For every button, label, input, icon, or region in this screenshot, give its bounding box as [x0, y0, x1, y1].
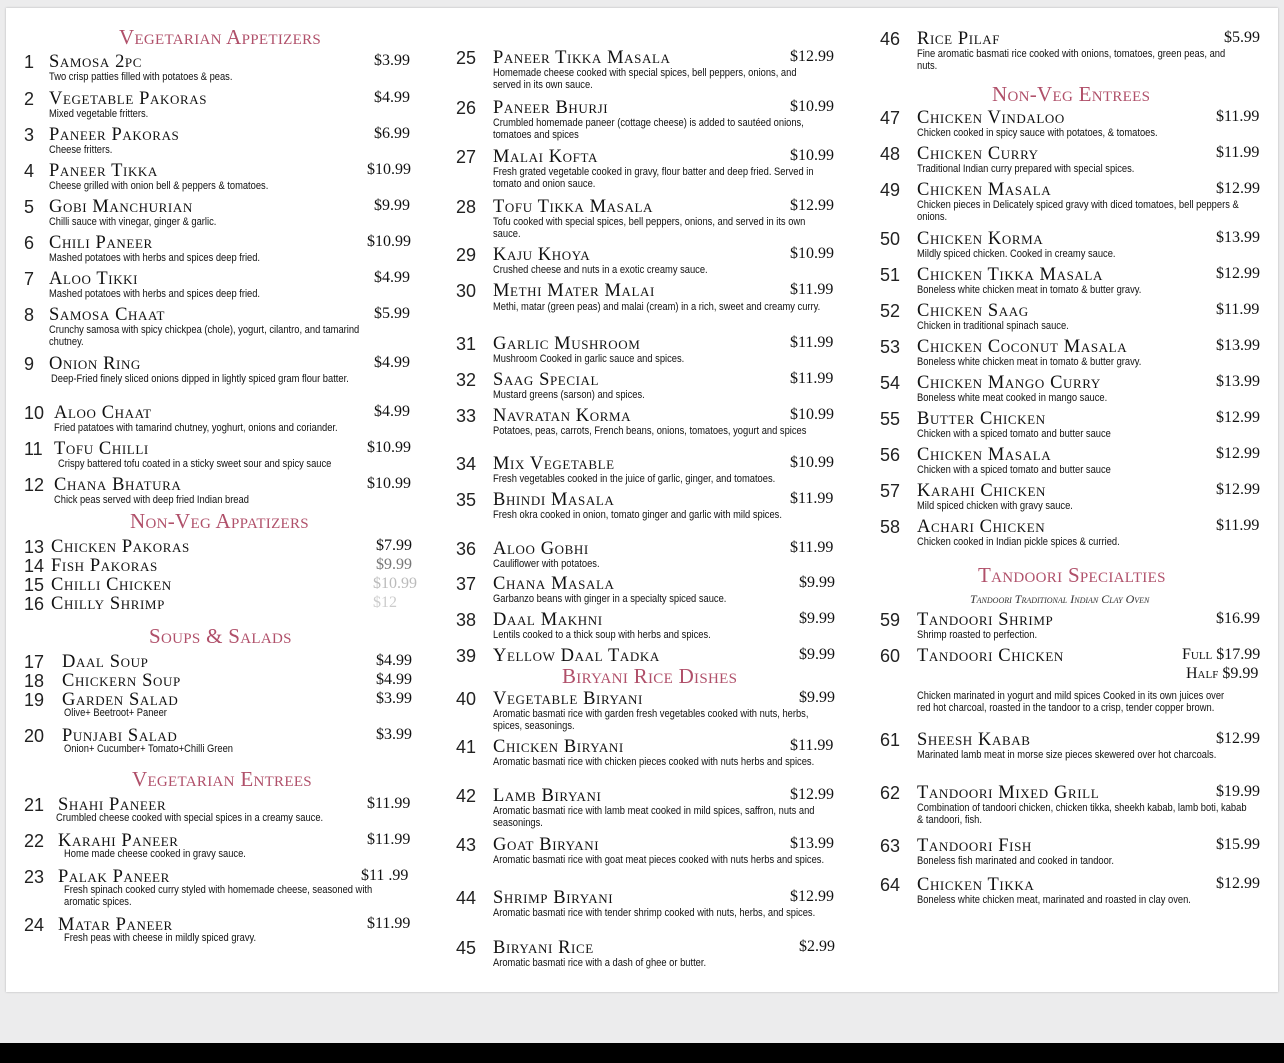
item-name: Rice Pilaf: [917, 29, 1001, 49]
item-description: Cheese fritters.: [49, 144, 113, 156]
item-description: Mildly spiced chicken. Cooked in creamy sauce.: [917, 248, 1116, 260]
item-price: $10.99: [367, 475, 411, 492]
item-description: Marinated lamb meat in morse size pieces skewered over hot charcoals.: [917, 749, 1217, 761]
item-number: 42: [456, 786, 477, 806]
item-number: 27: [456, 147, 477, 167]
item-name: Paneer Bhurji: [493, 98, 609, 118]
item-name: Punjabi Salad: [62, 726, 178, 746]
item-name: Chana Bhatura: [54, 475, 182, 495]
item-number: 49: [880, 180, 901, 200]
item-name: Daal Soup: [62, 652, 149, 672]
item-price: $11.99: [790, 490, 834, 507]
item-price: $10.99: [367, 233, 411, 250]
item-name: Paneer Tikka Masala: [493, 48, 671, 68]
item-number: 48: [880, 144, 901, 164]
item-name: Vegetable Pakoras: [49, 89, 208, 109]
item-description: Crushed cheese and nuts in a exotic creamy sauce.: [493, 264, 708, 276]
item-price: $10.99: [790, 454, 834, 471]
item-number: 38: [456, 610, 477, 630]
item-number: 47: [880, 108, 901, 128]
item-number: 12: [24, 475, 45, 495]
item-price: $11.99: [790, 539, 834, 556]
item-name: Methi Mater Malai: [493, 281, 655, 301]
item-number: 56: [880, 445, 901, 465]
section-heading-vegetarian-entrees: Vegetarian Entrees: [132, 767, 312, 791]
item-price: $10.99: [790, 147, 834, 164]
item-number: 39: [456, 646, 477, 666]
item-name: Karahi Chicken: [917, 481, 1046, 501]
item-name: Tofu Tikka Masala: [493, 197, 654, 217]
item-name: Chilli Chicken: [51, 575, 172, 595]
item-description: Boneless white meat cooked in mango sauce.: [917, 392, 1108, 404]
item-name: Gobi Manchurian: [49, 197, 193, 217]
item-number: 6: [24, 233, 35, 253]
item-name: Chana Masala: [493, 574, 615, 594]
item-description: Crispy battered tofu coated in a sticky sweet sour and spicy sauce: [58, 458, 332, 470]
item-price: $12.99: [1216, 180, 1260, 197]
item-price: $13.99: [790, 835, 834, 852]
item-name: Chicken Masala: [917, 180, 1052, 200]
item-description: Crunchy samosa with spicy chickpea (chole), yogurt, cilantro, and tamarind chutney.: [49, 324, 360, 348]
item-name: Chicken Mango Curry: [917, 373, 1101, 393]
menu-sheet: [6, 8, 1278, 992]
item-price: $10.99: [367, 161, 411, 178]
item-name: Goat Biryani: [493, 835, 600, 855]
item-name: Navratan Korma: [493, 406, 632, 426]
item-description: Fresh spinach cooked curry styled with homemade cheese, seasoned with aromatic spices.: [64, 884, 373, 908]
item-name: Shahi Paneer: [58, 795, 167, 815]
item-price: $12.99: [1216, 409, 1260, 426]
item-name: Samosa 2pc: [49, 52, 143, 72]
item-name: Samosa Chaat: [49, 305, 166, 325]
item-price: $4.99: [374, 354, 410, 371]
item-name: Chickern Soup: [62, 671, 181, 691]
item-number: 34: [456, 454, 477, 474]
item-description: Cheese grilled with onion bell & peppers & tomatoes.: [49, 180, 269, 192]
item-description: Fresh okra cooked in onion, tomato ginger and garlic with mild spices.: [493, 509, 782, 521]
item-price: $12.99: [1216, 481, 1260, 498]
item-name: Lamb Biryani: [493, 786, 602, 806]
item-description: Chick peas served with deep fried Indian bread: [54, 494, 249, 506]
item-number: 63: [880, 836, 901, 856]
item-price: $4.99: [374, 269, 410, 286]
item-number: 22: [24, 831, 45, 851]
item-number: 61: [880, 730, 901, 750]
item-name: Tandoori Mixed Grill: [917, 783, 1100, 803]
item-price: $11.99: [367, 795, 411, 812]
item-price: $12.99: [790, 888, 834, 905]
item-name: Chicken Masala: [917, 445, 1052, 465]
item-name: Matar Paneer: [58, 915, 173, 935]
item-description: Fresh vegetables cooked in the juice of garlic, ginger, and tomatoes.: [493, 473, 776, 485]
item-number: 44: [456, 888, 477, 908]
section-heading-non-veg-appatizers: Non-Veg Appatizers: [130, 509, 309, 533]
item-description: Boneless fish marinated and cooked in tandoor.: [917, 855, 1115, 867]
item-name: Butter Chicken: [917, 409, 1046, 429]
item-price: $11.99: [1216, 108, 1260, 125]
item-number: 28: [456, 197, 477, 217]
item-number: 11: [24, 439, 43, 459]
item-number: 10: [24, 403, 45, 423]
item-name: Chili Paneer: [49, 233, 153, 253]
item-description: Aromatic basmati rice with a dash of ghee or butter.: [493, 957, 707, 969]
item-price: $11.99: [790, 334, 834, 351]
item-number: 9: [24, 354, 35, 374]
item-number: 3: [24, 125, 35, 145]
item-number: 30: [456, 281, 477, 301]
item-price: $13.99: [1216, 337, 1260, 354]
item-price: $4.99: [374, 403, 410, 420]
item-price: $10.99: [790, 245, 834, 262]
item-description: Chicken cooked in Indian pickle spices & curried.: [917, 536, 1120, 548]
item-name: Achari Chicken: [917, 517, 1046, 537]
item-number: 41: [456, 737, 477, 757]
item-number: 19: [24, 690, 45, 710]
item-price: $3.99: [376, 690, 412, 707]
item-description: Fine aromatic basmati rice cooked with onions, tomatoes, green peas, and nuts.: [917, 48, 1226, 72]
item-price: $12.99: [790, 197, 834, 214]
item-number: 53: [880, 337, 901, 357]
item-number: 60: [880, 646, 901, 666]
item-number: 17: [24, 652, 45, 672]
item-description: Mashed potatoes with herbs and spices deep fried.: [49, 252, 261, 264]
item-number: 8: [24, 305, 35, 325]
section-subheading-clay-oven: Tandoori Traditional Indian Clay Oven: [970, 592, 1150, 606]
section-heading-tandoori-specialties: Tandoori Specialties: [978, 563, 1166, 587]
item-price: $3.99: [374, 52, 410, 69]
item-price: $12.99: [1216, 445, 1260, 462]
item-name: Chicken Saag: [917, 301, 1029, 321]
item-name: Garlic Mushroom: [493, 334, 641, 354]
section-heading-vegetarian-appetizers: Vegetarian Appetizers: [119, 25, 322, 49]
item-price: $11.99: [367, 831, 411, 848]
item-description: Fresh grated vegetable cooked in gravy, flour batter and deep fried. Served in tomato and onion sauce.: [493, 166, 814, 190]
item-number: 52: [880, 301, 901, 321]
item-number: 32: [456, 370, 477, 390]
item-description: Home made cheese cooked in gravy sauce.: [64, 848, 246, 860]
item-name: Garden Salad: [62, 690, 179, 710]
item-price: $11.99: [367, 915, 411, 932]
item-number: 64: [880, 875, 901, 895]
item-number: 36: [456, 539, 477, 559]
item-description: Fresh peas with cheese in mildly spiced gravy.: [64, 932, 257, 944]
item-number: 45: [456, 938, 477, 958]
item-description: Crumbled cheese cooked with special spices in a creamy sauce.: [56, 812, 324, 824]
item-description: Chicken with a spiced tomato and butter sauce: [917, 464, 1111, 476]
item-name: Chicken Tikka Masala: [917, 265, 1103, 285]
section-heading-biryani-rice-dishes: Biryani Rice Dishes: [562, 664, 738, 688]
item-description: Combination of tandoori chicken, chicken tikka, sheekh kabab, lamb boti, kabab & tandoori, fish.: [917, 802, 1247, 826]
item-description: Garbanzo beans with ginger in a specialty spiced sauce.: [493, 593, 727, 605]
item-name: Vegetable Biryani: [493, 689, 643, 709]
item-name: Kaju Khoya: [493, 245, 591, 265]
item-description: Mixed vegetable fritters.: [49, 108, 149, 120]
item-number: 31: [456, 334, 477, 354]
item-description: Aromatic basmati rice with lamb meat cooked in mild spices, saffron, nuts and seasonings.: [493, 805, 815, 829]
item-name: Fish Pakoras: [51, 556, 158, 576]
item-description: Onion+ Cucumber+ Tomato+Chilli Green: [64, 743, 234, 755]
item-name: Paneer Tikka: [49, 161, 158, 181]
item-number: 35: [456, 490, 477, 510]
item-name: Chicken Korma: [917, 229, 1044, 249]
item-name: Chicken Pakoras: [51, 537, 190, 557]
item-name: Bhindi Masala: [493, 490, 615, 510]
item-name: Shrimp Biryani: [493, 888, 614, 908]
item-price: $10.99: [367, 439, 411, 456]
item-description: Lentils cooked to a thick soup with herbs and spices.: [493, 629, 711, 641]
item-description: Homemade cheese cooked with special spices, bell peppers, onions, and served in its own sauce.: [493, 67, 797, 91]
item-number: 13: [24, 537, 45, 557]
item-description: Chicken marinated in yogurt and mild spices Cooked in its own juices over red hot charcoal, roasted in the tandoor to a crisp, tender copper brown.: [917, 690, 1225, 714]
item-price: $5.99: [374, 305, 410, 322]
item-price: $11.99: [790, 737, 834, 754]
item-price: $9.99: [376, 556, 412, 573]
item-name: Chicken Vindaloo: [917, 108, 1065, 128]
item-name: Onion Ring: [49, 354, 141, 374]
item-number: 5: [24, 197, 35, 217]
item-name: Karahi Paneer: [58, 831, 179, 851]
item-price: $9.99: [799, 646, 835, 663]
item-description: Chilli sauce with vinegar, ginger & garlic.: [49, 216, 217, 228]
item-price: $12.99: [790, 48, 834, 65]
item-name: Aloo Chaat: [54, 403, 152, 423]
item-description: Chicken cooked in spicy sauce with potatoes, & tomatoes.: [917, 127, 1158, 139]
item-name: Chicken Biryani: [493, 737, 624, 757]
item-name: Biryani Rice: [493, 938, 594, 958]
item-price: $10.99: [790, 98, 834, 115]
item-number: 46: [880, 29, 901, 49]
item-number: 14: [24, 556, 45, 576]
item-description: Mashed potatoes with herbs and spices deep fried.: [49, 288, 261, 300]
item-price: $19.99: [1216, 783, 1260, 800]
item-number: 43: [456, 835, 477, 855]
item-description: Cauliflower with potatoes.: [493, 558, 600, 570]
item-name: Palak Paneer: [58, 867, 170, 887]
item-description: Potatoes, peas, carrots, French beans, onions, tomatoes, yogurt and spices: [493, 425, 807, 437]
item-description: Boneless white chicken meat in tomato & butter gravy.: [917, 284, 1142, 296]
item-name: Tandoori Chicken: [917, 646, 1064, 666]
item-description: Mild spiced chicken with gravy sauce.: [917, 500, 1073, 512]
item-number: 21: [24, 795, 45, 815]
item-price: $16.99: [1216, 610, 1260, 627]
item-number: 7: [24, 269, 35, 289]
item-number: 25: [456, 48, 477, 68]
item-number: 18: [24, 671, 45, 691]
item-description: Aromatic basmati rice with goat meat pieces cooked with nuts herbs and spices.: [493, 854, 825, 866]
item-description: Mustard greens (sarson) and spices.: [493, 389, 645, 401]
item-name: Tandoori Shrimp: [917, 610, 1054, 630]
item-price: $11 .99: [361, 867, 409, 884]
item-price: $13.99: [1216, 373, 1260, 390]
item-price: $9.99: [799, 610, 835, 627]
item-number: 58: [880, 517, 901, 537]
item-description: Fried patatoes with tamarind chutney, yoghurt, onions and coriander.: [54, 422, 338, 434]
item-description: Aromatic basmati rice with tender shrimp cooked with nuts, herbs, and spices.: [493, 907, 816, 919]
item-price: $11.99: [790, 370, 834, 387]
item-price-full: Full $17.99: [1182, 646, 1261, 663]
item-price: $12.99: [1216, 265, 1260, 282]
item-description: Mushroom Cooked in garlic sauce and spices.: [493, 353, 685, 365]
item-description: Methi, matar (green peas) and malai (cream) in a rich, sweet and creamy curry.: [493, 301, 821, 313]
item-name: Paneer Pakoras: [49, 125, 180, 145]
item-price-half: Half $9.99: [1186, 665, 1259, 682]
item-number: 62: [880, 783, 901, 803]
item-price: $4.99: [376, 671, 412, 688]
item-number: 55: [880, 409, 901, 429]
item-price: $11.99: [790, 281, 834, 298]
item-number: 51: [880, 265, 901, 285]
item-description: Olive+ Beetroot+ Paneer: [64, 707, 167, 719]
bottom-black-bar: [0, 1043, 1284, 1063]
item-name: Daal Makhni: [493, 610, 603, 630]
item-price: $15.99: [1216, 836, 1260, 853]
item-number: 29: [456, 245, 477, 265]
item-number: 1: [24, 52, 35, 72]
item-name: Chicken Coconut Masala: [917, 337, 1128, 357]
item-number: 15: [24, 575, 45, 595]
item-description: Boneless white chicken meat in tomato & butter gravy.: [917, 356, 1142, 368]
item-number: 59: [880, 610, 901, 630]
item-name: Tofu Chilli: [54, 439, 149, 459]
item-name: Saag Special: [493, 370, 600, 390]
item-description: Chicken with a spiced tomato and butter sauce: [917, 428, 1111, 440]
item-price: $7.99: [376, 537, 412, 554]
item-price: $4.99: [374, 89, 410, 106]
item-price: $9.99: [799, 574, 835, 591]
item-description: Deep-Fried finely sliced onions dipped in lightly spiced gram flour batter.: [51, 373, 349, 385]
item-name: Chilly Shrimp: [51, 594, 165, 614]
item-number: 33: [456, 406, 477, 426]
item-price: $3.99: [376, 726, 412, 743]
item-number: 37: [456, 574, 477, 594]
item-price: $5.99: [1224, 29, 1260, 46]
item-description: Crumbled homemade paneer (cottage cheese) is added to sautéed onions, tomatoes and spices: [493, 117, 804, 141]
item-name: Aloo Tikki: [49, 269, 139, 289]
item-name: Mix Vegetable: [493, 454, 615, 474]
item-name: Yellow Daal Tadka: [493, 646, 660, 666]
item-description: Boneless white chicken meat, marinated and roasted in clay oven.: [917, 894, 1191, 906]
item-price: $12.99: [1216, 875, 1260, 892]
item-number: 40: [456, 689, 477, 709]
item-price: $12.99: [790, 786, 834, 803]
item-price: $13.99: [1216, 229, 1260, 246]
item-description: Shrimp roasted to perfection.: [917, 629, 1038, 641]
item-description: Aromatic basmati rice with chicken pieces cooked with nuts herbs and spices.: [493, 756, 815, 768]
item-description: Two crisp patties filled with potatoes & peas.: [49, 71, 233, 83]
item-price: $6.99: [374, 125, 410, 142]
item-number: 2: [24, 89, 35, 109]
item-name: Tandoori Fish: [917, 836, 1032, 856]
item-number: 57: [880, 481, 901, 501]
item-price: $12.99: [1216, 730, 1260, 747]
item-name: Sheesh Kabab: [917, 730, 1031, 750]
item-price: $10.99: [373, 575, 417, 592]
item-number: 54: [880, 373, 901, 393]
item-price: $4.99: [376, 652, 412, 669]
item-number: 4: [24, 161, 35, 181]
item-price: $2.99: [799, 938, 835, 955]
item-description: Traditional Indian curry prepared with special spices.: [917, 163, 1135, 175]
item-name: Malai Kofta: [493, 147, 598, 167]
item-name: Chicken Tikka: [917, 875, 1035, 895]
section-heading-non-veg-entrees: Non-Veg Entrees: [992, 82, 1151, 106]
item-price: $10.99: [790, 406, 834, 423]
item-price: $9.99: [374, 197, 410, 214]
item-number: 24: [24, 915, 45, 935]
item-number: 20: [24, 726, 45, 746]
item-description: Tofu cooked with special spices, bell peppers, onions, and served in its own sauce.: [493, 216, 806, 240]
item-number: 50: [880, 229, 901, 249]
item-name: Aloo Gobhi: [493, 539, 589, 559]
item-description: Chicken in traditional spinach sauce.: [917, 320, 1069, 332]
item-number: 16: [24, 594, 45, 614]
item-name: Chicken Curry: [917, 144, 1039, 164]
item-number: 26: [456, 98, 477, 118]
item-price: $11.99: [1216, 144, 1260, 161]
item-price: $11.99: [1216, 517, 1260, 534]
item-description: Chicken pieces in Delicately spiced gravy with diced tomatoes, bell peppers & onions.: [917, 199, 1239, 223]
section-heading-soups-salads: Soups & Salads: [149, 624, 292, 648]
item-price: $11.99: [1216, 301, 1260, 318]
item-price: $9.99: [799, 689, 835, 706]
item-description: Aromatic basmati rice with garden fresh vegetables cooked with nuts, herbs, spices, seasonings.: [493, 708, 809, 732]
item-price: $12: [373, 594, 397, 611]
item-number: 23: [24, 867, 45, 887]
